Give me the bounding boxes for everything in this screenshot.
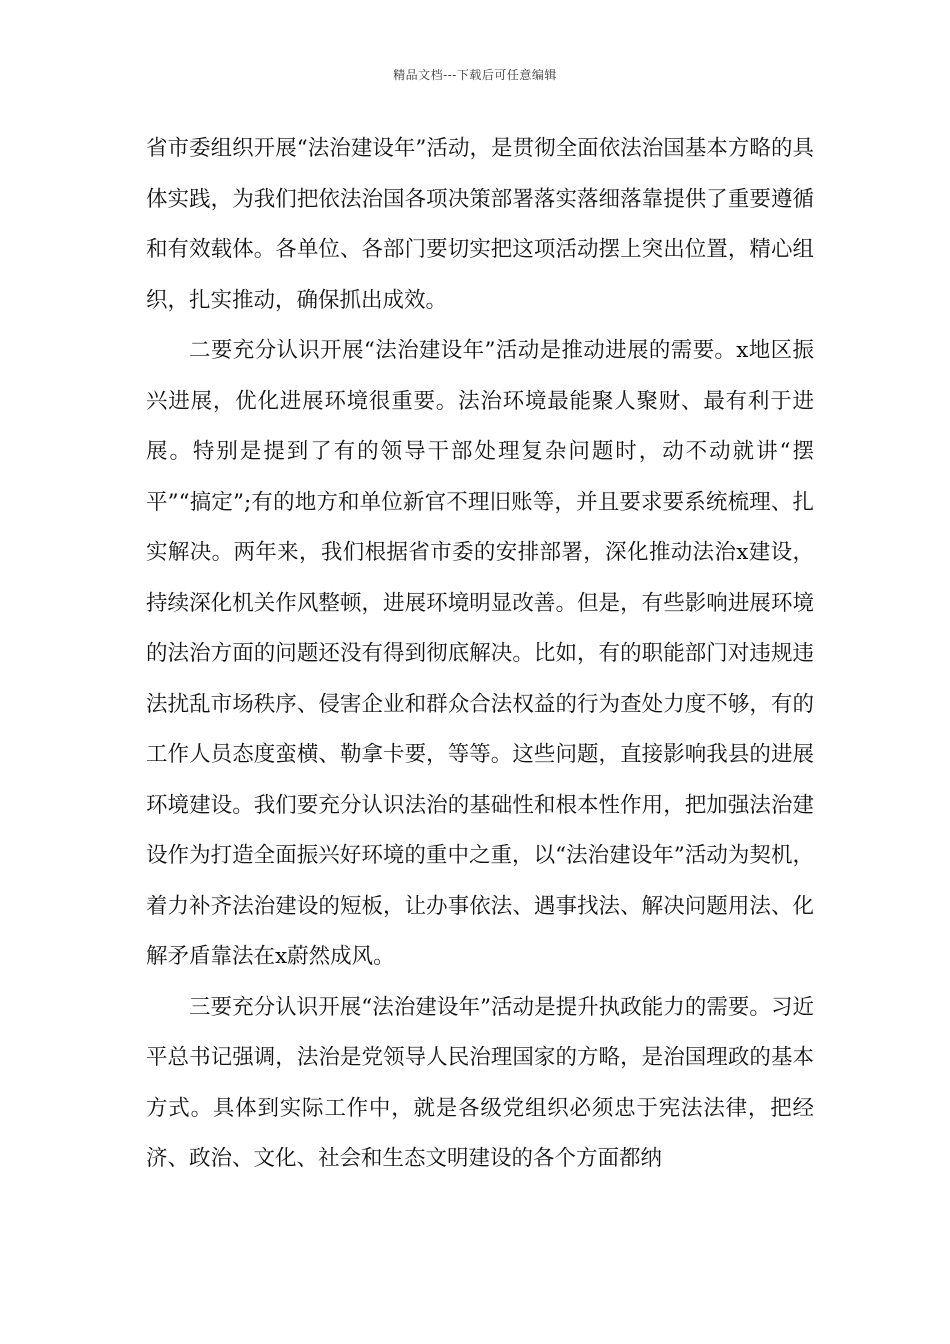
page-header: 精品文档---下载后可任意编辑 <box>393 68 557 82</box>
paragraph-3: 三要充分认识开展“法治建设年”活动是提升执政能力的需要。习近平总书记强调，法治是党领导人民治理国家的方略，是治国理政的基本方式。具体到实际工作中，就是各级党组织必须忠于宪法法律，把经济、政治、文化、社会和生态文明建设的各个方面都纳 <box>146 994 814 1171</box>
paragraph-2: 二要充分认识开展“法治建设年”活动是推动进展的需要。x地区振兴进展，优化进展环境很重要。法治环境最能聚人聚财、最有利于进展。特别是提到了有的领导干部处理复杂问题时，动不动就讲“摆平”“搞定”;有的地方和单位新官不理旧账等，并且要求要系统梳理、扎实解决。两年来，我们根据省市委的安排部署，深化推动法治x建设，持续深化机关作风整顿，进展环境明显改善。但是，有些影响进展环境的法治方面的问题还没有得到彻底解决。比如，有的职能部门对违规违法扰乱市场秩序、侵害企业和群众合法权益的行为查处力度不够，有的工作人员态度蛮横、勒拿卡要，等等。这些问题，直接影响我县的进展环境建设。我们要充分认识法治的基础性和根本性作用，把加强法治建设作为打造全面振兴好环境的重中之重，以“法治建设年”活动为契机，着力补齐法治建设的短板，让办事依法、遇事找法、解决问题用法、化解矛盾靠法在x蔚然成风。 <box>146 338 814 969</box>
paragraph-1: 省市委组织开展“法治建设年”活动，是贯彻全面依法治国基本方略的具体实践，为我们把依法治国各项决策部署落实落细落靠提供了重要遵循和有效载体。各单位、各部门要切实把这项活动摆上突出位置，精心组织，扎实推动，确保抓出成效。 <box>146 136 814 313</box>
document-body <box>146 124 814 1185</box>
